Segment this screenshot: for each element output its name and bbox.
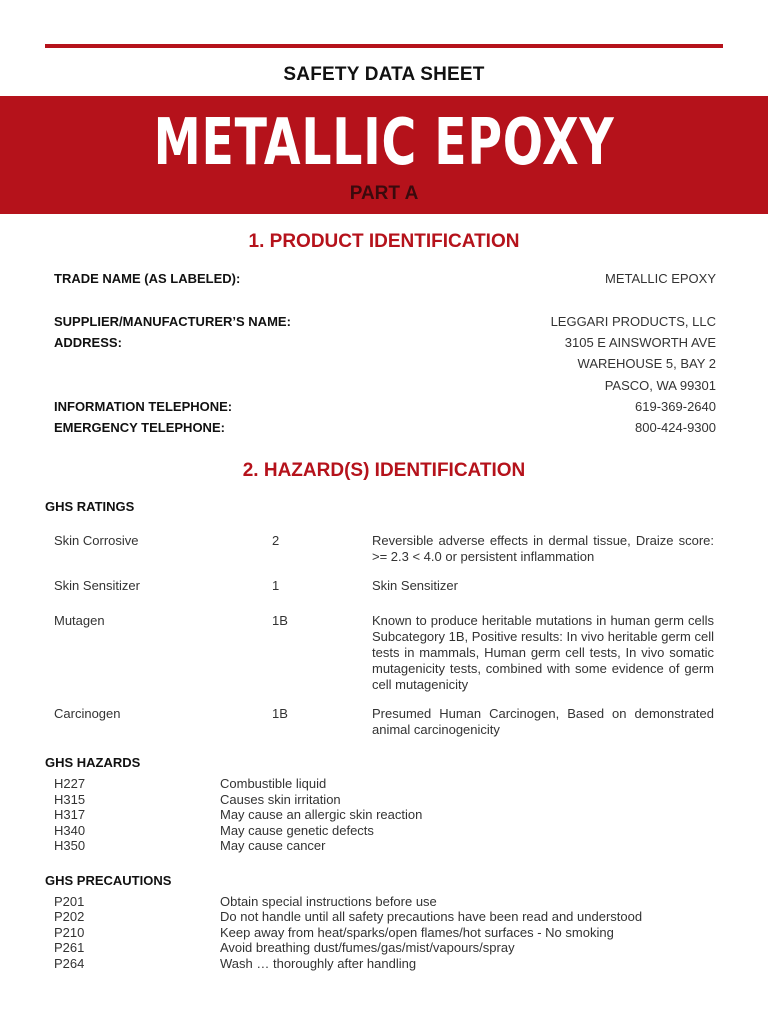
address-label: ADDRESS: bbox=[54, 335, 122, 350]
info-telephone-row bbox=[54, 399, 716, 417]
ghs-hazards-heading: GHS HAZARDS bbox=[45, 755, 141, 770]
hazard-text: May cause cancer bbox=[220, 838, 326, 853]
document-type: SAFETY DATA SHEET bbox=[283, 64, 485, 85]
hazard-code: H317 bbox=[54, 807, 86, 822]
hazard-text: Combustible liquid bbox=[220, 776, 327, 791]
rating-class: Skin Sensitizer bbox=[54, 578, 140, 593]
hazard-row bbox=[54, 807, 716, 823]
trade-name-value: METALLIC EPOXY bbox=[604, 271, 716, 286]
rating-description: Known to produce heritable mutations in human germ cells Subcategory 1B, Positive results: In vivo heritable germ cell tests in mammals, Human germ cell tests, In vivo somatic mutagenicity tests, combined with some evidence of germ cell mutagenicity bbox=[372, 613, 714, 692]
product-name-title: METALLIC EPOXY bbox=[153, 106, 615, 180]
part-label: PART A bbox=[349, 183, 419, 204]
trade-name-row bbox=[54, 271, 716, 289]
supplier-label: SUPPLIER/MANUFACTURER’S NAME: bbox=[54, 314, 291, 329]
hazard-code: H227 bbox=[54, 776, 86, 791]
hazard-row bbox=[54, 792, 716, 808]
rating-class: Carcinogen bbox=[54, 706, 121, 721]
top-rule bbox=[45, 44, 723, 48]
precaution-text: Do not handle until all safety precautions have been read and understood bbox=[220, 909, 643, 924]
trade-name-label: TRADE NAME (AS LABELED): bbox=[54, 271, 241, 286]
precaution-row bbox=[54, 909, 716, 925]
hazard-text: May cause genetic defects bbox=[220, 823, 374, 838]
precaution-code: P201 bbox=[54, 894, 85, 909]
address-line-1: 3105 E AINSWORTH AVE bbox=[564, 335, 716, 350]
precaution-code: P202 bbox=[54, 909, 85, 924]
precaution-row bbox=[54, 956, 716, 972]
precaution-text: Obtain special instructions before use bbox=[220, 894, 437, 909]
address-row bbox=[54, 335, 716, 353]
hazard-row bbox=[54, 838, 716, 854]
precaution-code: P264 bbox=[54, 956, 85, 971]
section-1-title: 1. PRODUCT IDENTIFICATION bbox=[248, 231, 520, 252]
rating-category: 1B bbox=[272, 706, 288, 721]
hazard-code: H340 bbox=[54, 823, 86, 838]
rating-class: Mutagen bbox=[54, 613, 105, 628]
rating-category: 1B bbox=[272, 613, 288, 628]
rating-description: Reversible adverse effects in dermal tissue, Draize score: >= 2.3 < 4.0 or persistent inflammation bbox=[372, 533, 714, 564]
precaution-code: P210 bbox=[54, 925, 85, 940]
hazard-row bbox=[54, 776, 716, 792]
rating-class: Skin Corrosive bbox=[54, 533, 139, 548]
hazard-text: May cause an allergic skin reaction bbox=[220, 807, 423, 822]
info-telephone-value: 619-369-2640 bbox=[635, 399, 716, 414]
hazard-text: Causes skin irritation bbox=[220, 792, 341, 807]
precaution-code: P261 bbox=[54, 940, 85, 955]
precaution-text: Avoid breathing dust/fumes/gas/mist/vapours/spray bbox=[220, 940, 515, 955]
precaution-row bbox=[54, 894, 716, 910]
rating-category: 1 bbox=[272, 578, 280, 593]
hazard-code: H350 bbox=[54, 838, 86, 853]
precaution-row bbox=[54, 940, 716, 956]
supplier-row bbox=[54, 314, 716, 332]
precaution-text: Wash … thoroughly after handling bbox=[220, 956, 417, 971]
ghs-precautions-heading: GHS PRECAUTIONS bbox=[45, 873, 172, 888]
emergency-telephone-value: 800-424-9300 bbox=[635, 420, 716, 435]
info-telephone-label: INFORMATION TELEPHONE: bbox=[54, 399, 233, 414]
hazard-code: H315 bbox=[54, 792, 86, 807]
ghs-ratings-heading: GHS RATINGS bbox=[45, 499, 135, 514]
rating-description: Skin Sensitizer bbox=[372, 578, 458, 593]
precaution-text: Keep away from heat/sparks/open flames/hot surfaces - No smoking bbox=[220, 925, 614, 940]
address-row-2 bbox=[54, 356, 716, 374]
address-line-3: PASCO, WA 99301 bbox=[604, 378, 716, 393]
precaution-row bbox=[54, 925, 716, 941]
rating-description: Presumed Human Carcinogen, Based on demonstrated animal carcinogenicity bbox=[372, 706, 714, 737]
emergency-telephone-row bbox=[54, 420, 716, 438]
rating-category: 2 bbox=[272, 533, 280, 548]
section-2-title: 2. HAZARD(S) IDENTIFICATION bbox=[242, 460, 526, 481]
address-line-2: WAREHOUSE 5, BAY 2 bbox=[577, 356, 716, 371]
address-row-3 bbox=[54, 378, 716, 396]
emergency-telephone-label: EMERGENCY TELEPHONE: bbox=[54, 420, 225, 435]
supplier-value: LEGGARI PRODUCTS, LLC bbox=[550, 314, 716, 329]
hazard-row bbox=[54, 823, 716, 839]
